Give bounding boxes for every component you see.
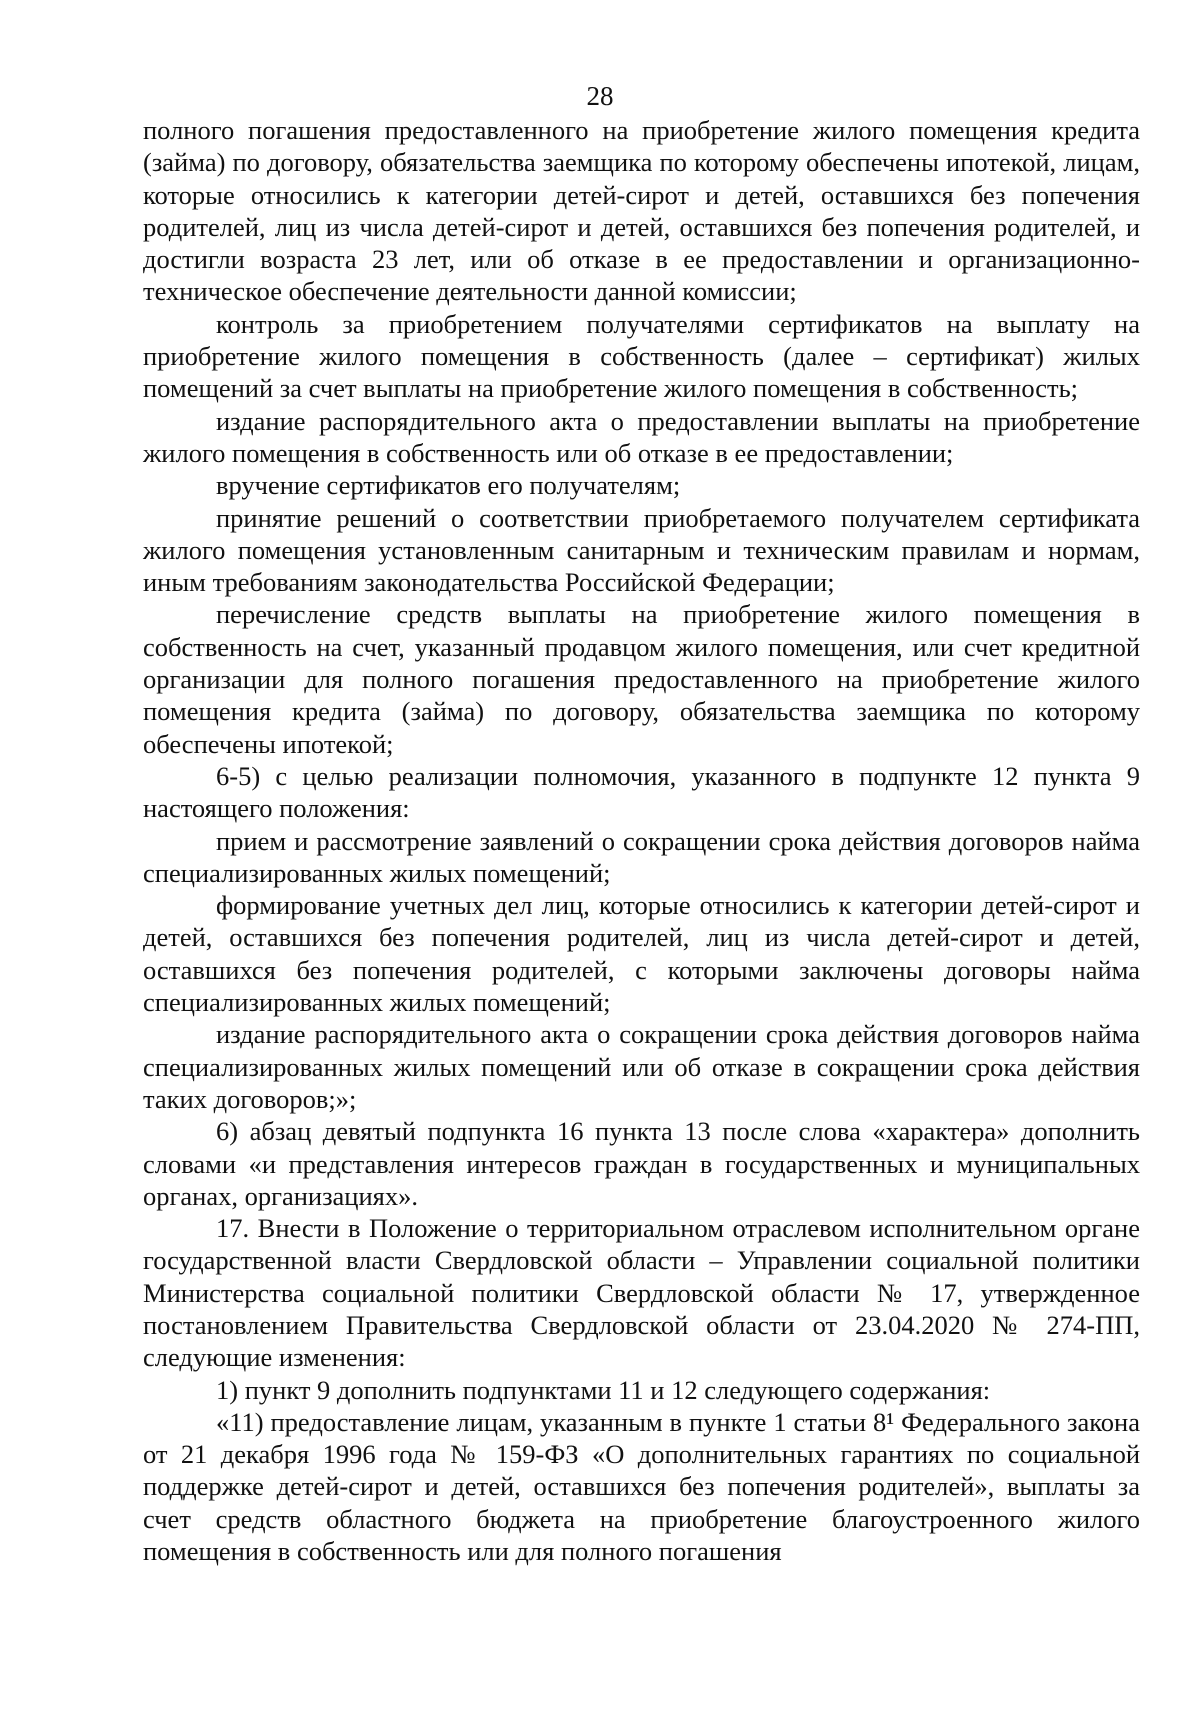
paragraph: издание распорядительного акта о предоставлении выплаты на приобретение жилого помещения в собственность или об отказе в ее предоставлении; <box>143 405 1140 468</box>
page-number: 28 <box>586 81 614 111</box>
paragraph: прием и рассмотрение заявлений о сокращении срока действия договоров найма специализированных жилых помещений; <box>143 825 1140 888</box>
paragraph: формирование учетных дел лиц, которые относились к категории детей-сирот и детей, оставшихся без попечения родителей, лиц из числа детей-сирот и детей, оставшихся без попечения родителей, с которыми заключены договоры найма специализированных жилых помещений; <box>143 890 1140 1018</box>
paragraph: 17. Внести в Положение о территориальном отраслевом исполнительном органе государственной власти Свердловской области – Управлении социальной политики Министерства социальной политики Свердловской области № 17, утвержденное постановлением Правительства Свердловской области от 23.04.2020 № 274-ПП, следующие изменения: <box>143 1213 1140 1373</box>
document-body <box>143 114 1140 1567</box>
paragraph: контроль за приобретением получателями сертификатов на выплату на приобретение жилого помещения в собственность (далее – сертификат) жилых помещений за счет выплаты на приобретение жилого помещения в собственность; <box>143 308 1140 404</box>
paragraph: перечисление средств выплаты на приобретение жилого помещения в собственность на счет, указанный продавцом жилого помещения, или счет кредитной организации для полного погашения предоставленного на приобретение жилого помещения кредита (займа) по договору, обязательства заемщика по которому обеспечены ипотекой; <box>143 599 1140 759</box>
paragraph: 1) пункт 9 дополнить подпунктами 11 и 12 следующего содержания: <box>216 1374 991 1405</box>
paragraph: полного погашения предоставленного на приобретение жилого помещения кредита (займа) по договору, обязательства заемщика по которому обеспечены ипотекой, лицам, которые относились к категории детей-сирот и детей, оставшихся без попечения родителей, лиц из числа детей-сирот и детей, оставшихся без попечения родителей, и достигли возраста 23 лет, или об отказе в ее предоставлении и организационно-техническое обеспечение деятельности данной комиссии; <box>143 115 1140 307</box>
paragraph: издание распорядительного акта о сокращении срока действия договоров найма специализированных жилых помещений или об отказе в сокращении срока действия таких договоров;»; <box>143 1019 1140 1114</box>
paragraph: 6) абзац девятый подпункта 16 пункта 13 после слова «характера» дополнить словами «и представления интересов граждан в государственных и муниципальных органах, организациях». <box>143 1116 1140 1211</box>
paragraph: принятие решений о соответствии приобретаемого получателем сертификата жилого помещения установленным санитарным и техническим правилам и нормам, иным требованиям законодательства Российской Федерации; <box>143 502 1140 598</box>
paragraph: 6-5) с целью реализации полномочия, указанного в подпункте 12 пункта 9 настоящего положения: <box>143 760 1140 824</box>
paragraph: «11) предоставление лицам, указанным в пункте 1 статьи 8¹ Федерального закона от 21 декабря 1996 года № 159-ФЗ «О дополнительных гарантиях по социальной поддержке детей-сирот и детей, оставшихся без попечения родителей», выплаты за счет средств областного бюджета на приобретение благоустроенного жилого помещения в собственность или для полного погашения <box>143 1406 1140 1567</box>
paragraph: вручение сертификатов его получателям; <box>216 470 681 501</box>
